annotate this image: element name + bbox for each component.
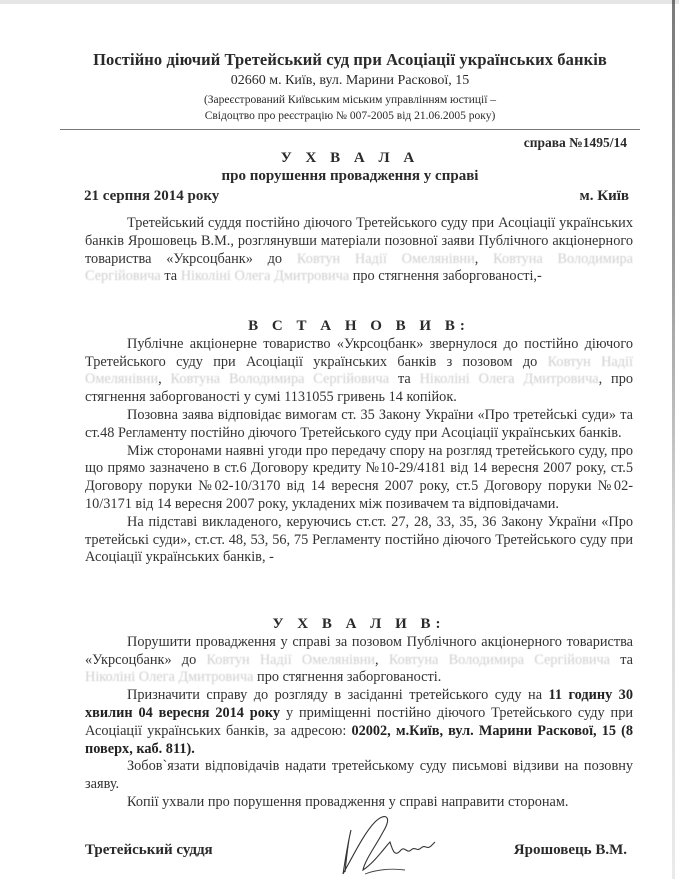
text: , [375, 651, 389, 668]
decided-heading: У Х В А Л И В: [272, 616, 446, 632]
text: у приміщенні постійно діючого Третейського суду при Асоціації українських банків, за адресою: [85, 704, 633, 739]
document-subtitle: про порушення провадження у справі [221, 168, 479, 184]
registration-info [60, 92, 640, 124]
handwritten-signature [335, 812, 475, 879]
redacted-defendant-3: Ніколіні Олега Дмитровича [180, 268, 350, 285]
redacted-defendant-1: Ковтун Надії Омелянівни [296, 250, 475, 267]
hearing-time: 11 годину 30 хвилин 04 вересня 2014 року [85, 687, 633, 721]
established-paragraph-2: Позовна заява відповідає вимогам ст. 35 Закону України «Про третейські суди» та ст.48 Регламенту постійно діючого Третейського суду при Асоціації українських банків. [85, 406, 633, 441]
text: , про стягнення заборгованості у сумі 1131055 гривень 14 копійок. [85, 371, 634, 406]
registration-line-2: Свідоцтво про реєстрацію № 007-2005 від 21.06.2005 року) [204, 110, 496, 122]
document-title: У Х В А Л А [280, 150, 420, 166]
text: Публічне акціонерне товариство «Укрсоцбанк» звернулося до постійно діючого Третейського суду при Асоціації українських банків з позовом до [85, 335, 633, 370]
decided-section [85, 616, 633, 812]
redacted-defendant-1: Ковтун Надії Омелянівни [206, 651, 376, 668]
court-address: 02660 м. Київ, вул. Марини Раскової, 15 [230, 73, 470, 88]
text: про стягнення заборгованості. [253, 669, 442, 686]
decided-paragraph-1 [85, 634, 633, 687]
scan-right-edge [672, 0, 675, 879]
case-number: справа №1495/14 [523, 135, 627, 150]
redacted-defendant-3: Ніколіні Олега Дмитровича [85, 669, 254, 686]
redacted-defendant-2: Ковтуна Володимира Сергійовича [388, 651, 611, 668]
scan-top-edge [0, 0, 679, 4]
established-section [85, 318, 633, 567]
letterhead [60, 50, 640, 124]
judge-name: Ярошовець В.М. [513, 842, 627, 858]
decided-paragraph-4: Копії ухвали про порушення провадження у справі направити сторонам. [127, 793, 569, 810]
document-date: 21 серпня 2014 року [84, 188, 220, 204]
signature-label: Третейський суддя [85, 842, 213, 858]
redacted-defendant-2: Ковтуна Володимира Сергійовича [85, 250, 633, 285]
text: та [389, 371, 420, 388]
established-paragraph-3: Між сторонами наявні угоди про передачу спору на розгляд третейського суду, про що прямо зазначено в ст.6 Договору кредиту №10-29/4181 від 14 вересня 2007 року, ст.5 Договору поруки №02-10/3170 від 14 вересня 2007 року, ст.5 Договору поруки №02-10/3171 від 14 вересня 2007 року, укладених між позивачем та відповідачами. [85, 442, 633, 512]
intro-text-2: про стягнення заборгованості,- [349, 268, 542, 285]
hearing-address: 02002, м.Київ, вул. Марини Раскової, 15 (8 поверх, каб. 811). [85, 722, 633, 757]
court-name: Постійно діючий Третейський суд при Асоціації українських банків [93, 50, 607, 69]
text: , [158, 371, 171, 388]
decided-paragraph-2 [85, 687, 633, 758]
redacted-defendant-3: Ніколіні Олега Дмитровича [419, 371, 599, 388]
registration-line-1: (Зареєстрований Київським міським управлінням юстиції – [203, 94, 497, 106]
established-paragraph-4: На підставі викладеного, керуючись ст.ст. 27, 28, 33, 35, 36 Закону України «Про третейські суди», ст.ст. 48, 53, 56, 75 Регламенту постійно діючого Третейського суду при Асоціації українських банків, - [85, 513, 633, 566]
text: Порушити провадження у справі за позовом Публічного акціонерного товариства «Укрсоцбанк» до [85, 633, 633, 668]
established-heading: В С Т А Н О В И В: [248, 318, 470, 334]
redacted-defendant-2: Ковтуна Володимира Сергійовича [170, 371, 390, 388]
intro-sep: , [474, 250, 494, 267]
intro-paragraph [85, 215, 633, 286]
intro-text-1: Третейський суддя постійно діючого Третейського суду при Асоціації українських банків Ярошовець В.М., розглянувши матеріали позовної заяви Публічного акціонерного товариства «Укрсоцбанк» до [85, 215, 633, 267]
established-paragraph-1 [85, 336, 633, 407]
header-divider [60, 129, 640, 130]
document-city: м. Київ [579, 188, 629, 204]
text: та [610, 651, 633, 668]
text: Призначити справу до розгляду в засіданні третейського суду на [127, 687, 549, 704]
intro-and: та [160, 268, 181, 285]
decided-paragraph-3: Зобов`язати відповідачів надати третейському суду письмові відзиви на позовну заяву. [85, 758, 633, 793]
redacted-defendant-1: Ковтун Надії Омелянівни [85, 353, 633, 388]
